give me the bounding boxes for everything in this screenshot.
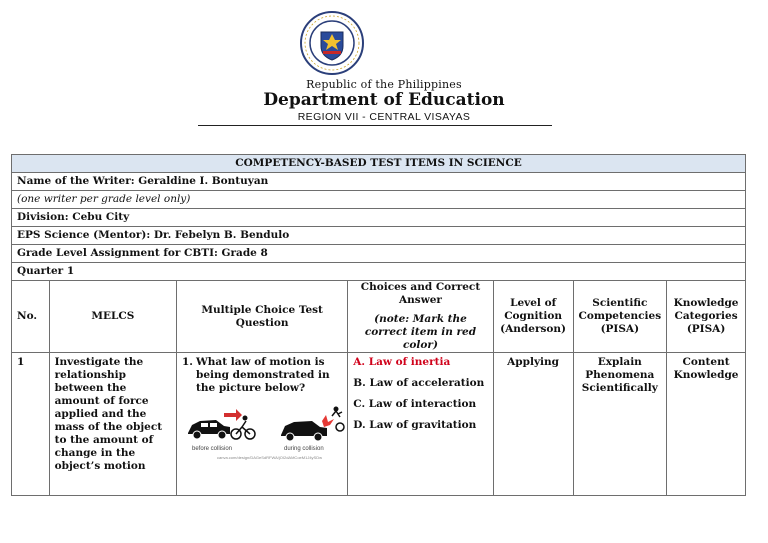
col-header-knowledge: Knowledge Categories (PISA)	[667, 281, 746, 353]
label-during-collision: during collision	[284, 446, 324, 452]
col-header-choices-label: Choices and Correct Answer	[360, 281, 481, 306]
deped-seal-logo	[299, 10, 365, 76]
division-row	[12, 209, 746, 227]
choice-b: B. Law of acceleration	[353, 377, 485, 389]
header-divider	[198, 125, 552, 126]
question-number: 1.	[182, 356, 193, 368]
header-region: REGION VII - CENTRAL VISAYAS	[297, 111, 471, 123]
scientific-competency: Explain Phenomena Scientifically	[573, 353, 667, 496]
writer-row	[12, 173, 746, 191]
writer-name: Name of the Writer: Geraldine I. Bontuyan	[12, 173, 746, 191]
col-header-choices-note: (note: Mark the correct item in red color)	[364, 313, 477, 351]
choices-cell	[348, 353, 493, 496]
table-row	[12, 353, 746, 496]
question-cell	[177, 353, 348, 496]
choice-a: A. Law of inertia	[353, 356, 451, 368]
image-source: canva.com/design/DAGeSdRFWA/jOI2dAMCoeM1J4ySDw	[217, 455, 322, 460]
choice-c: C. Law of interaction	[353, 398, 477, 410]
col-header-choices	[348, 281, 493, 353]
cognition-level: Applying	[493, 353, 573, 496]
writer-note-row	[12, 191, 746, 209]
eps-mentor: EPS Science (Mentor): Dr. Febelyn B. Bendulo	[12, 227, 746, 245]
grade-row	[12, 245, 746, 263]
column-header-row	[12, 281, 746, 353]
grade-assignment: Grade Level Assignment for CBTI: Grade 8	[12, 245, 746, 263]
header-department: Department of Education	[263, 90, 505, 110]
division: Division: Cebu City	[12, 209, 746, 227]
writer-note: (one writer per grade level only)	[12, 191, 746, 209]
question-text: What law of motion is being demonstrated in the picture below?	[196, 356, 330, 394]
col-header-cognition: Level of Cognition (Anderson)	[493, 281, 573, 353]
quarter: Quarter 1	[12, 263, 746, 281]
eps-row	[12, 227, 746, 245]
header-republic: Republic of the Philippines	[306, 78, 462, 91]
col-header-competency: Scientific Competencies (PISA)	[573, 281, 667, 353]
label-before-collision: before collision	[192, 446, 233, 452]
choice-d: D. Law of gravitation	[353, 419, 477, 431]
form-title: COMPETENCY-BASED TEST ITEMS IN SCIENCE	[12, 155, 746, 173]
quarter-row	[12, 263, 746, 281]
knowledge-category: Content Knowledge	[667, 353, 746, 496]
test-items-table	[11, 154, 746, 496]
col-header-no: No.	[12, 281, 50, 353]
col-header-question: Multiple Choice Test Question	[177, 281, 348, 353]
title-row	[12, 155, 746, 173]
col-header-melcs: MELCS	[49, 281, 176, 353]
melcs-text: Investigate the relationship between the amount of force applied and the mass of the object to the amount of change in the object’s motion	[49, 353, 176, 496]
collision-illustration	[182, 403, 342, 461]
item-number: 1	[12, 353, 50, 496]
